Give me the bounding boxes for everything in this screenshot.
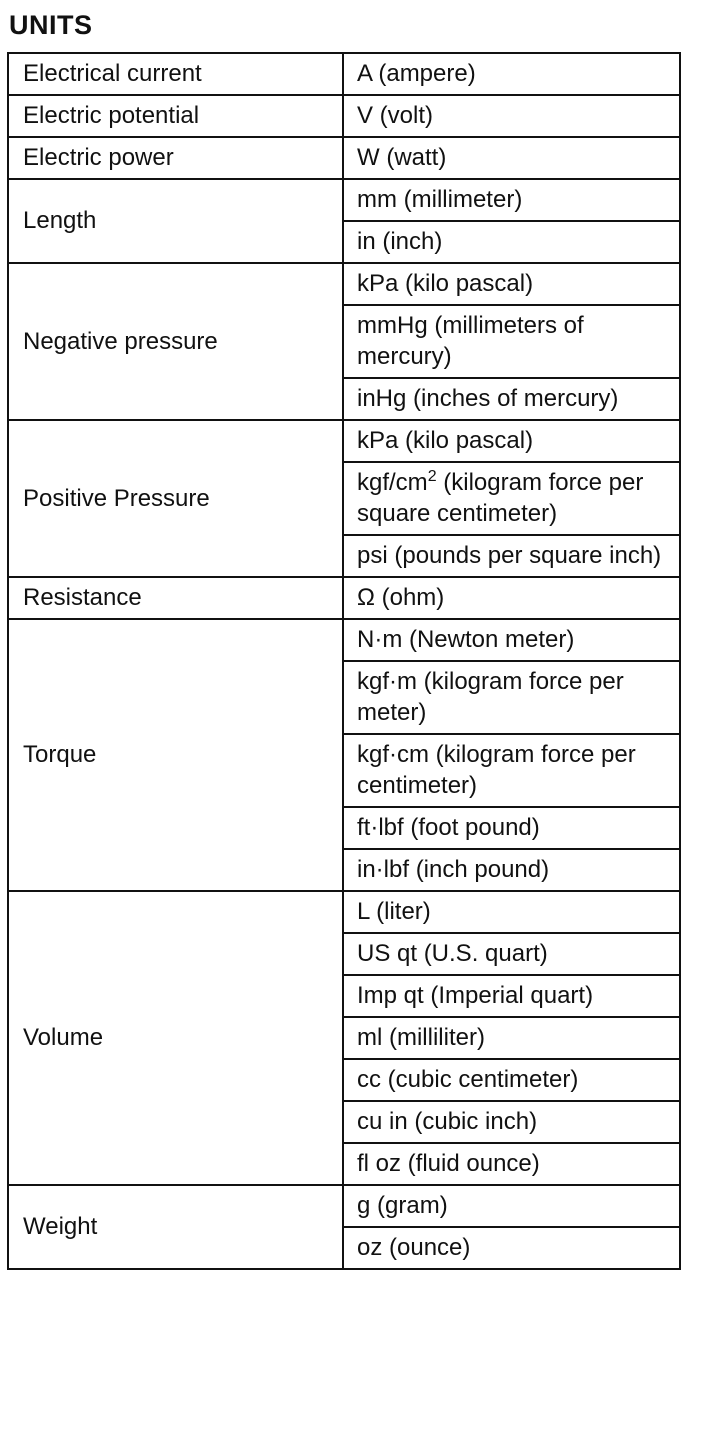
quantity-cell: Electric potential xyxy=(8,95,343,137)
unit-cell: in·lbf (inch pound) xyxy=(343,849,680,891)
unit-cell: V (volt) xyxy=(343,95,680,137)
unit-cell: cu in (cubic inch) xyxy=(343,1101,680,1143)
table-row xyxy=(8,420,680,462)
page-title: UNITS xyxy=(9,10,93,40)
table-row xyxy=(8,1185,680,1227)
quantity-cell: Length xyxy=(8,179,343,263)
unit-cell: Imp qt (Imperial quart) xyxy=(343,975,680,1017)
superscript: 2 xyxy=(427,468,437,485)
unit-cell: g (gram) xyxy=(343,1185,680,1227)
unit-cell: in (inch) xyxy=(343,221,680,263)
quantity-cell: Electric power xyxy=(8,137,343,179)
unit-cell: oz (ounce) xyxy=(343,1227,680,1269)
quantity-cell: Negative pressure xyxy=(8,263,343,420)
table-row xyxy=(8,137,680,179)
unit-cell: ml (milliliter) xyxy=(343,1017,680,1059)
unit-cell: kgf/$cm^2$ (kilogram force per square centimeter) xyxy=(343,462,680,535)
table-row xyxy=(8,577,680,619)
table-row xyxy=(8,53,680,95)
unit-cell: kPa (kilo pascal) xyxy=(343,263,680,305)
unit-cell: kPa (kilo pascal) xyxy=(343,420,680,462)
table-row xyxy=(8,179,680,221)
unit-cell: A (ampere) xyxy=(343,53,680,95)
quantity-cell: Resistance xyxy=(8,577,343,619)
unit-cell: N·m (Newton meter) xyxy=(343,619,680,661)
unit-cell: mmHg (millimeters of mercury) xyxy=(343,305,680,378)
unit-cell: fl oz (fluid ounce) xyxy=(343,1143,680,1185)
table-row xyxy=(8,263,680,305)
table-row xyxy=(8,95,680,137)
unit-cell: inHg (inches of mercury) xyxy=(343,378,680,420)
table-row xyxy=(8,619,680,661)
units-table-body xyxy=(8,53,680,1269)
unit-cell: mm (millimeter) xyxy=(343,179,680,221)
quantity-cell: Electrical current xyxy=(8,53,343,95)
unit-cell: kgf·m (kilogram force per meter) xyxy=(343,661,680,734)
quantity-cell: Torque xyxy=(8,619,343,891)
unit-cell: psi (pounds per square inch) xyxy=(343,535,680,577)
unit-cell: L (liter) xyxy=(343,891,680,933)
unit-cell: cc (cubic centimeter) xyxy=(343,1059,680,1101)
quantity-cell: Volume xyxy=(8,891,343,1185)
quantity-cell: Weight xyxy=(8,1185,343,1269)
unit-cell: Ω (ohm) xyxy=(343,577,680,619)
quantity-cell: Positive Pressure xyxy=(8,420,343,577)
unit-cell: US qt (U.S. quart) xyxy=(343,933,680,975)
table-row xyxy=(8,891,680,933)
unit-cell: kgf·cm (kilogram force per centimeter) xyxy=(343,734,680,807)
unit-cell: W (watt) xyxy=(343,137,680,179)
units-table xyxy=(7,52,681,1270)
unit-cell: ft·lbf (foot pound) xyxy=(343,807,680,849)
